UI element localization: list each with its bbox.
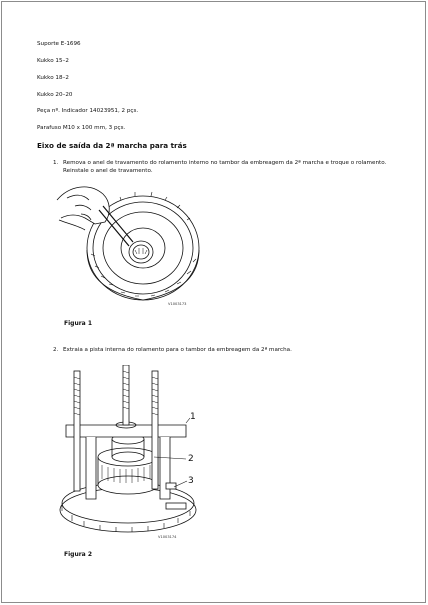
puller-arms — [86, 437, 186, 509]
step-text: Remova o anel de travamento do rolamento interno no tambor da embreagem da 2ª marcha e troque o rolamento. — [63, 160, 387, 166]
parts-list-item: Parafuso M10 x 100 mm, 3 pçs. — [37, 125, 126, 131]
figure-2-caption: Figura 2 — [64, 551, 92, 558]
callout-2: 2 — [188, 454, 194, 464]
parts-list-item: Kukko 20–20 — [37, 92, 73, 98]
parts-list-item: Kukko 18–2 — [37, 75, 69, 81]
callout-1: 1 — [190, 412, 196, 422]
figure-1-caption: Figura 1 — [64, 320, 92, 327]
parts-list-item: Suporte E-1696 — [37, 41, 81, 47]
clutch-drum — [98, 434, 158, 494]
hand-with-pliers — [57, 187, 133, 246]
bearing-lock-ring — [129, 241, 153, 263]
figure-1-code: V1003173 — [168, 302, 187, 306]
step-text: Extraia a pista interna do rolamento para o tambor da embreagem da 2ª marcha. — [63, 347, 292, 353]
step-text: Reinstale o anel de travamento. — [63, 168, 153, 174]
step-number: 2. — [53, 347, 59, 353]
callout-3: 3 — [188, 476, 194, 486]
figure-2-code: V1003174 — [158, 535, 177, 539]
parts-list-item: Kukko 15–2 — [37, 58, 69, 64]
section-title: Eixo de saída da 2ª marcha para trás — [37, 141, 187, 150]
figure-1-illustration — [55, 180, 205, 310]
step-number: 1. — [53, 160, 59, 166]
parts-list-item: Peça nº. Indicador 14023951, 2 pçs. — [37, 108, 139, 114]
figure-2-illustration — [56, 365, 206, 540]
